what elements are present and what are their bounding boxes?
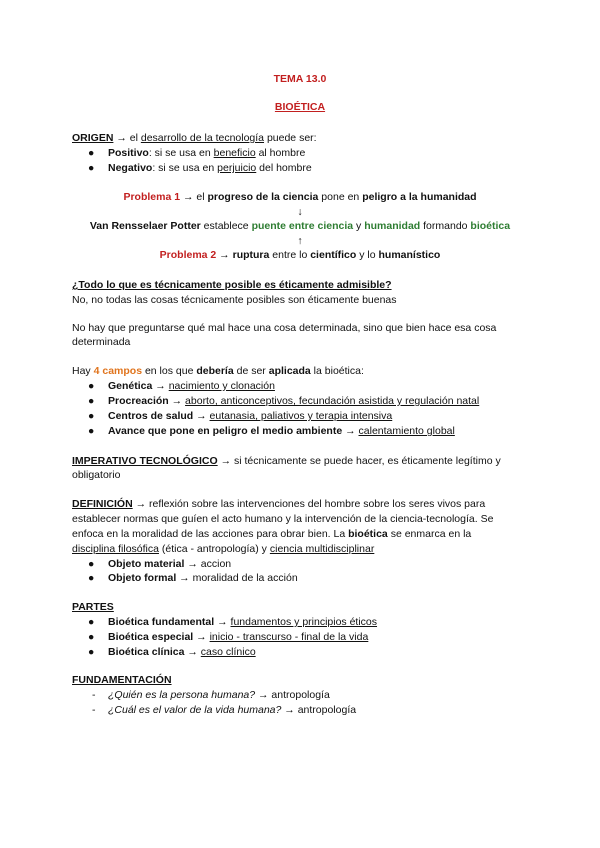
page-title: BIOÉTICA <box>274 101 326 113</box>
campos-intro: Hay 4 campos en los que debería de ser aplicada la bioética: <box>72 365 364 377</box>
up-arrow-icon: ↑ <box>297 235 303 247</box>
definicion-line-3: enfoca en la moralidad de las acciones para obrar bien. La bioética se enmarca en la <box>72 528 472 540</box>
bullet-icon: ● <box>88 380 95 392</box>
bullet-icon: ● <box>88 395 95 407</box>
document-page: TEMA 13.0 BIOÉTICA ORIGEN → el desarrollo de la tecnología puede ser: ● Positivo: si se usa en beneficio al hombre ● Negativo: si se usa en perjuicio del hombre Problema 1 → el progreso de la ciencia pone en peligro a la humanidad ↓ Van Rensselaer Potter establece puente entre ciencia y humanidad formando bioética ↑ Problema 2 → ruptura entre lo científico y lo humanístico ¿Todo lo que es técnicamente posible es éticamente admisible? No, no todas las cosas técnicamente posibles son éticamente buenas No hay que preguntarse qué mal hace una cosa determinada, sino que bien hace esa cosa determinada Hay 4 campos en los que debería de ser aplicada la bioética: ● Genética → nacimiento y clonación ● Procreación → aborto, anticonceptivos, fecundación asistida y regulación natal ● Centros de salud → eutanasia, paliativos y terapia intensiva ● Avance que pone en peligro el medio ambiente → calentamiento global IMPERATIVO TECNOLÓGICO → si técnicamente se puede hacer, es éticamente legítimo y obligatorio DEFINICIÓN → reflexión sobre las intervenciones del hombre sobre los seres vivos para establecer normas que guíen el acto humano y la intervención de la ciencia-tecnología. Se enfoca en la moralidad de las acciones para obrar bien. La bioética se enmarca en la disciplina filosófica (ética - antropología) y ciencia multidisciplinar ● Objeto material → accion ● Objeto formal → moralidad de la acción PARTES ● Bioética fundamental → fundamentos y principios éticos ● Bioética especial → inicio - transcurso - final de la vida ● Bioética clínica → caso clínico FUNDAMENTACIÓN - ¿Quién es la persona humana? → antropología - ¿Cuál es el valor de la vida humana? → antropología <box>0 0 600 848</box>
definicion-line-1: DEFINICIÓN → reflexión sobre las intervenciones del hombre sobre los seres vivos para <box>72 498 486 510</box>
question-para-1: No hay que preguntarse qué mal hace una cosa determinada, sino que bien hace esa cosa <box>72 322 497 334</box>
bullet-icon: ● <box>88 410 95 422</box>
partes-label: PARTES <box>72 601 114 613</box>
question-title: ¿Todo lo que es técnicamente posible es éticamente admisible? <box>72 279 392 291</box>
down-arrow-icon: ↓ <box>297 206 303 218</box>
dash-icon: - <box>92 689 96 701</box>
potter-line: Van Rensselaer Potter establece puente entre ciencia y humanidad formando bioética <box>89 220 511 232</box>
bullet-icon: ● <box>88 425 95 437</box>
tema-number: TEMA 13.0 <box>273 73 327 85</box>
problema-1-line: Problema 1 → el progreso de la ciencia pone en peligro a la humanidad <box>123 191 477 203</box>
definicion-line-2: establecer normas que guíen el acto humano y la intervención de la ciencia-tecnología. Se <box>72 513 494 525</box>
dash-icon: - <box>92 704 96 716</box>
bullet-icon: ● <box>88 646 95 658</box>
imperativo-line-2: obligatorio <box>72 469 121 481</box>
imperativo-label: IMPERATIVO TECNOLÓGICO <box>72 455 218 467</box>
origen-link: desarrollo de la tecnología <box>140 132 265 144</box>
problema-2-line: Problema 2 → ruptura entre lo científico y lo humanístico <box>159 249 441 261</box>
origen-label: ORIGEN <box>72 132 114 144</box>
fundamentacion-label: FUNDAMENTACIÓN <box>72 674 172 686</box>
imperativo-line: IMPERATIVO TECNOLÓGICO → si técnicamente se puede hacer, es éticamente legítimo y <box>72 455 501 467</box>
bullet-icon: ● <box>88 162 95 174</box>
definicion-line-4: disciplina filosófica (ética - antropología) y ciencia multidisciplinar <box>72 543 375 555</box>
bullet-icon: ● <box>88 147 95 159</box>
origen-line: ORIGEN → el desarrollo de la tecnología puede ser: <box>72 132 317 144</box>
bullet-icon: ● <box>88 616 95 628</box>
bullet-icon: ● <box>88 631 95 643</box>
bullet-icon: ● <box>88 572 95 584</box>
bullet-icon: ● <box>88 558 95 570</box>
question-answer: No, no todas las cosas técnicamente posibles son éticamente buenas <box>72 294 397 306</box>
definicion-label: DEFINICIÓN <box>72 498 133 510</box>
question-para-2: determinada <box>72 336 131 348</box>
